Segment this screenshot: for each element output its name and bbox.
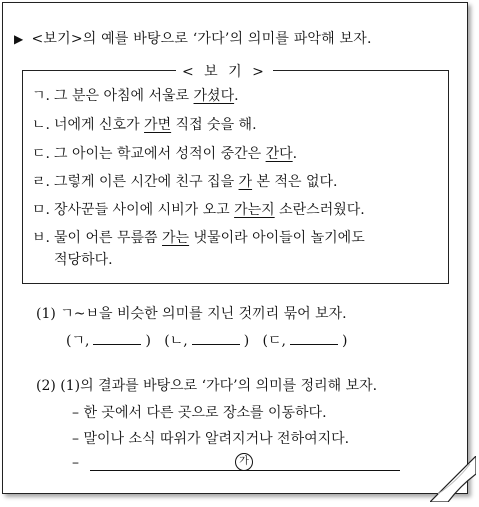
group-close: ) <box>341 333 348 349</box>
example-text: 본 적은 없다. <box>252 174 338 190</box>
underlined-verb: 간다 <box>265 146 293 162</box>
example-item <box>32 199 365 219</box>
circled-ga-mark: 가 <box>235 453 253 471</box>
example-marker: ㅁ. <box>32 202 50 218</box>
example-text: 너에게 신호가 <box>54 117 145 133</box>
example-item <box>32 85 239 105</box>
answer-blank[interactable] <box>192 332 240 345</box>
example-text: 직접 숫을 해. <box>171 117 257 133</box>
group-open: (ㄱ, <box>66 333 90 349</box>
question-1-prompt: (1) ㄱ~ㅂ을 비슷한 의미를 지닌 것끼리 묶어 보자. <box>36 306 347 322</box>
example-text: 소란스러웠다. <box>274 202 365 218</box>
instruction-text: <보기>의 예를 바탕으로 ‘가다’의 의미를 파악해 보자. <box>31 31 372 47</box>
underlined-verb: 가셨다 <box>193 88 235 104</box>
example-continuation: 적당하다. <box>54 252 113 268</box>
example-marker: ㄱ. <box>32 88 50 104</box>
example-marker: ㄹ. <box>32 174 50 190</box>
answer-blank[interactable] <box>93 332 141 345</box>
example-box-label: < 보 기 > <box>176 61 273 81</box>
example-text: 냇물이라 아이들이 놀기에도 <box>189 230 365 246</box>
underlined-verb: 가 <box>238 174 253 190</box>
group-close: ) <box>243 333 250 349</box>
underlined-verb: 가면 <box>144 117 172 133</box>
group-open: (ㄷ, <box>262 333 286 349</box>
question-2-prompt: (2) (1)의 결과를 바탕으로 ‘가다’의 의미를 정리해 보자. <box>36 378 378 394</box>
meaning-item: – <box>72 455 79 471</box>
underlined-verb: 가는지 <box>234 202 275 218</box>
meaning-item: – 한 곳에서 다른 곳으로 장소를 이동하다. <box>72 405 327 421</box>
example-item <box>32 171 338 191</box>
page-curl <box>430 456 476 502</box>
answer-blank[interactable] <box>290 332 338 345</box>
example-item <box>32 227 365 247</box>
group-close: ) <box>145 333 151 349</box>
question-1-groups <box>66 330 347 350</box>
triangle-bullet-icon: ▶ <box>14 32 24 46</box>
group-open: (ㄴ, <box>164 333 188 349</box>
example-marker: ㄷ. <box>32 146 50 162</box>
example-text: 물이 어른 무릎쯤 <box>54 230 163 246</box>
example-marker: ㄴ. <box>32 117 50 133</box>
instruction-title <box>14 28 372 48</box>
example-text: 장사꾼들 사이에 시비가 오고 <box>54 202 235 218</box>
underlined-verb: 가는 <box>162 230 190 246</box>
example-text: . <box>292 146 298 162</box>
example-text: 그 분은 아침에 서울로 <box>54 88 194 104</box>
meaning-item: – 말이나 소식 따위가 알려지거나 전하여지다. <box>72 431 350 447</box>
example-text: 그렇게 이른 시간에 친구 집을 <box>54 174 239 190</box>
example-text: . <box>234 88 239 104</box>
example-marker: ㅂ. <box>32 230 50 246</box>
example-item <box>32 143 297 163</box>
example-text: 그 아이는 학교에서 성적이 중간은 <box>54 146 266 162</box>
example-item <box>32 114 257 134</box>
